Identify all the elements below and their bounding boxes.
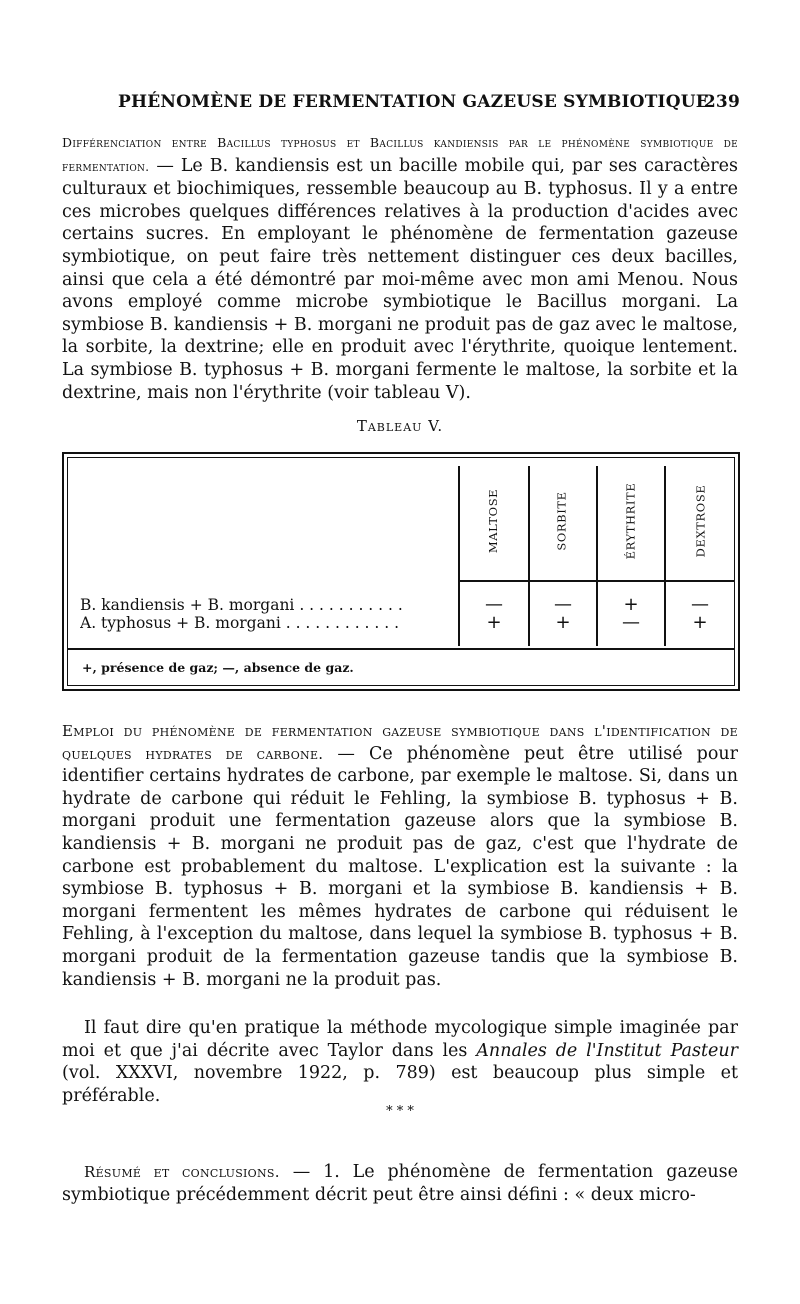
paragraph-method xyxy=(62,1017,738,1107)
table-legend: +, présence de gaz; —, absence de gaz. xyxy=(82,660,354,675)
paragraph-body: Il faut dire qu'en pratique la méthode mycologique simple imaginée par moi et que j'ai décrite avec Taylor dans les xyxy=(62,1018,738,1061)
page-title: PHÉNOMÈNE DE FERMENTATION GAZEUSE SYMBIOTIQUE xyxy=(118,92,709,112)
section-heading: Différenciation entre Bacillus typhosus et Bacillus kandiensis par le phénomène symbiotique de fermentation. xyxy=(62,135,738,174)
section-heading: Emploi du phénomène de fermentation gazeuse symbiotique dans l'identification de quelques hydrates de carbone. xyxy=(62,722,738,763)
table-cell: — xyxy=(622,612,640,633)
table-cell: + xyxy=(692,612,708,633)
table-cell: — xyxy=(554,594,572,615)
asterism: * * * xyxy=(386,1104,414,1119)
paragraph-differentiation xyxy=(62,131,738,404)
table-caption: Tableau V. xyxy=(356,417,444,435)
table-cell: + xyxy=(486,612,502,633)
paragraph-identification xyxy=(62,720,738,991)
paragraph-body: — Le B. kandiensis est un bacille mobile qui, par ses caractères culturaux et biochimiques, ressemble beaucoup au B. typhosus. Il y a entre ces microbes quelques différences relatives à la production d'acides avec certains sucres. En employant le phénomène de fermentation gazeuse symbiotique, on peut faire très nettement distinguer ces deux bacilles, ainsi que cela a été démontré par moi-même avec mon ami Menou. Nous avons employé comme microbe symbiotique le Bacillus morgani. La symbiose B. kandiensis + B. morgani ne produit pas de gaz avec le maltose, la sorbite, la dextrine; elle en produit avec l'érythrite, quoique lentement. La symbiose B. typhosus + B. morgani fermente le maltose, la sorbite et la dextrine, mais non l'érythrite (voir tableau V). xyxy=(62,155,738,403)
column-rule xyxy=(528,466,530,646)
column-rule xyxy=(596,466,598,646)
journal-title: Annales de l'Institut Pasteur xyxy=(476,1040,738,1061)
column-header-erythrite: ÉRYTHRITE xyxy=(623,482,638,560)
paragraph-body: — 1. Le phénomène de fermentation gazeuse symbiotique précédemment décrit peut être ainsi défini : « deux micro- xyxy=(62,1162,739,1205)
table-cell: — xyxy=(485,594,503,615)
section-heading: Résumé et conclusions. xyxy=(84,1163,280,1181)
row-label: B. kandiensis + B. morgani . . . . . . . . . . . xyxy=(80,596,403,614)
table-cell: — xyxy=(691,594,709,615)
paragraph-conclusions xyxy=(62,1161,738,1206)
table-cell: + xyxy=(555,612,571,633)
column-header-maltose: MALTOSE xyxy=(486,488,501,554)
running-head xyxy=(118,92,740,118)
paragraph-body: — Ce phénomène peut être utilisé pour identifier certains hydrates de carbone, par exemple le maltose. Si, dans un hydrate de carbone qui réduit le Fehling, la symbiose B. typhosus + B. morgani produit une fermentation gazeuse alors que la symbiose B. kandiensis + B. morgani ne produit pas de gaz, c'est que l'hydrate de carbone est probablement du maltose. L'explication est la suivante : la symbiose B. typhosus + B. morgani et la symbiose B. kandiensis + B. morgani fermentent les mêmes hydrates de carbone qui réduisent le Fehling, à l'exception du maltose, dans lequel la symbiose B. typhosus + B. morgani produit de la fermentation gazeuse tandis que la symbiose B. kandiensis + B. morgani ne la produit pas. xyxy=(62,743,738,990)
table-v xyxy=(62,452,740,691)
legend-rule xyxy=(68,648,734,650)
header-rule xyxy=(458,580,735,582)
column-header-sorbite: SORBITE xyxy=(554,491,569,551)
table-cell: + xyxy=(623,594,639,615)
column-rule xyxy=(664,466,666,646)
page-number: 239 xyxy=(703,92,740,112)
table-inner-frame xyxy=(67,457,735,686)
column-rule xyxy=(458,466,460,646)
row-label: A. typhosus + B. morgani . . . . . . . . . . . . xyxy=(80,614,400,632)
paragraph-body: (vol. XXXVI, novembre 1922, p. 789) est beaucoup plus simple et préférable. xyxy=(62,1063,738,1106)
column-header-dextrose: DEXTROSE xyxy=(693,484,708,558)
